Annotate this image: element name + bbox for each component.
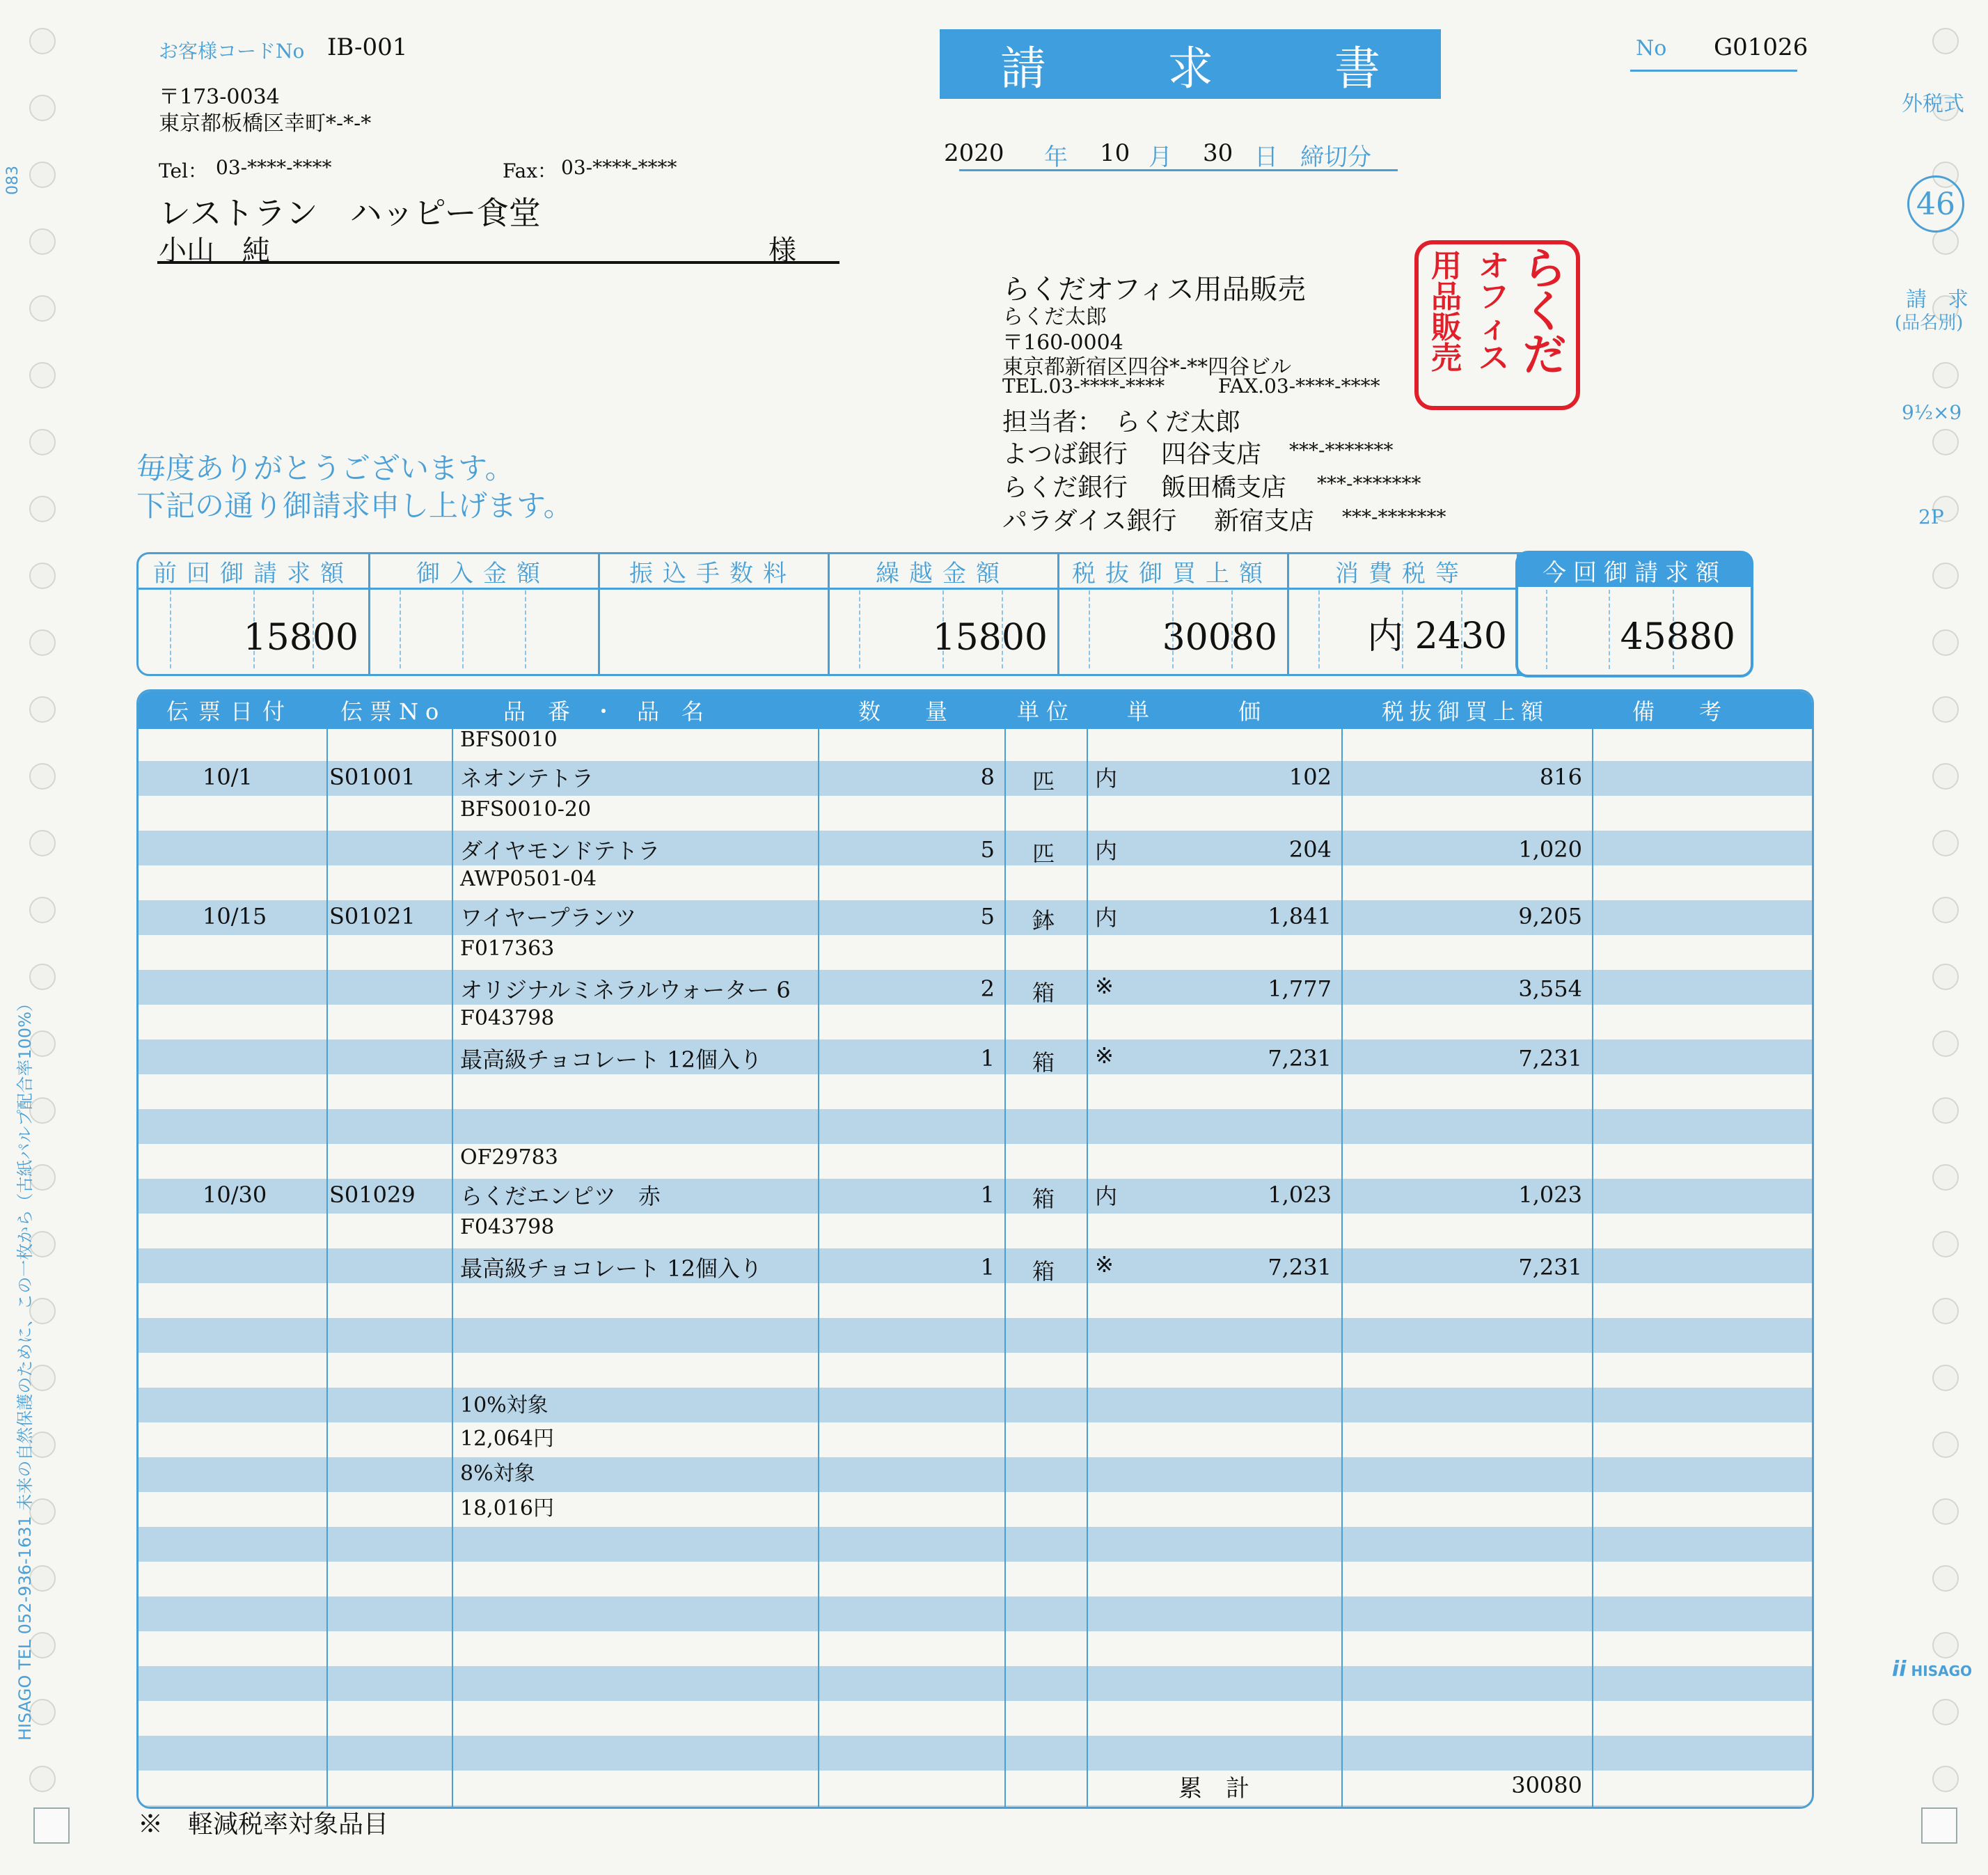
- row-item-code: F043798: [460, 1215, 555, 1239]
- row-unit-price: 7,231: [1268, 1254, 1332, 1280]
- bank-account: ***-*******: [1289, 439, 1394, 462]
- customer-person: 小山 純: [159, 235, 270, 267]
- bank-name: らくだ銀行: [1002, 473, 1128, 502]
- tractor-hole: [29, 629, 56, 656]
- tractor-hole: [1932, 1097, 1959, 1124]
- row-quantity: 1: [980, 1182, 995, 1208]
- summary-value: 15800: [243, 617, 358, 659]
- row-quantity: 5: [980, 903, 995, 929]
- summary-dash: [400, 590, 401, 668]
- row-item-name: ネオンテトラ: [460, 765, 594, 792]
- summary-value: 30080: [1162, 617, 1277, 659]
- table-column-line: [1004, 729, 1006, 1807]
- summary-value: 15800: [932, 617, 1048, 659]
- tractor-hole: [1932, 1030, 1959, 1057]
- current-invoice-total-label: 今回御請求額: [1543, 558, 1726, 587]
- table-stripe: [139, 1457, 1812, 1492]
- summary-dash: [1089, 590, 1090, 668]
- issuer-fax: FAX.03-****-****: [1218, 375, 1380, 398]
- form-size-label: 9½×9: [1902, 401, 1962, 424]
- tractor-hole: [29, 1766, 56, 1792]
- tractor-hole: [29, 228, 56, 255]
- table-header-cell: 数 量: [858, 698, 948, 725]
- bank-branch: 四谷支店: [1161, 440, 1262, 469]
- right-tractor-holes: [1932, 0, 1960, 1875]
- row-date: 10/1: [203, 764, 253, 790]
- table-header-cell: 備 考: [1632, 698, 1722, 725]
- table-stripe: [139, 1666, 1812, 1701]
- summary-header: 前回御請求額: [139, 554, 368, 590]
- stamp-char: ス: [1478, 340, 1509, 376]
- current-invoice-total: 45880: [1620, 616, 1735, 658]
- tractor-hole: [1932, 897, 1959, 923]
- summary-cell: [139, 554, 370, 674]
- tractor-hole: [29, 763, 56, 790]
- row-unit: 匹: [1032, 768, 1055, 794]
- brand-icon: ii: [1892, 1657, 1907, 1681]
- row-item-code: F043798: [460, 1006, 555, 1030]
- stamp-char: 品: [1431, 279, 1462, 315]
- tractor-hole: [1932, 28, 1959, 54]
- stamp-char: 用: [1431, 249, 1462, 284]
- tractor-hole: [1932, 362, 1959, 389]
- tractor-hole: [1932, 1498, 1959, 1525]
- row-item-code: BFS0010-20: [460, 797, 592, 822]
- stamp-col-2: [1473, 251, 1515, 374]
- summary-cell: [1287, 554, 1519, 674]
- row-tax-mark: ※: [1095, 1042, 1114, 1069]
- bank-branch: 新宿支店: [1214, 507, 1315, 535]
- row-amount: 816: [1539, 764, 1582, 790]
- row-quantity: 1: [980, 1045, 995, 1072]
- summary-dash: [859, 590, 860, 668]
- table-stripe: [139, 1736, 1812, 1771]
- tractor-hole: [1932, 696, 1959, 723]
- tractor-hole: [29, 830, 56, 856]
- current-invoice-total-header: [1518, 554, 1751, 587]
- row-amount: 3,554: [1518, 975, 1582, 1002]
- tractor-hole: [1932, 1565, 1959, 1592]
- row-item-name: 最高級チョコレート 12個入り: [460, 1046, 762, 1073]
- closing-year: 2020: [944, 139, 1004, 167]
- closing-underline: [959, 169, 1398, 171]
- row-item-code: AWP0501-04: [460, 867, 597, 891]
- title-char-2: 求: [1167, 41, 1213, 95]
- tractor-hole: [29, 95, 56, 121]
- invoice-no-underline: [1630, 70, 1797, 72]
- summary-dash: [1318, 590, 1320, 668]
- tractor-hole: [29, 295, 56, 322]
- row-date: 10/30: [203, 1182, 267, 1208]
- customer-tel-label: Tel：: [159, 159, 208, 182]
- closing-year-label: 年: [1044, 143, 1068, 171]
- stamp-char: オ: [1478, 249, 1509, 284]
- title-char-1: 請: [1000, 41, 1046, 95]
- table-stripe: [139, 1388, 1812, 1422]
- table-header-cell: 品 番 ・ 品 名: [503, 698, 704, 725]
- summary-cell: [368, 554, 600, 674]
- left-corner-box: [33, 1807, 70, 1844]
- tractor-hole: [29, 496, 56, 522]
- table-stripe: [139, 1597, 1812, 1631]
- customer-postal: 〒173-0034: [159, 85, 280, 109]
- brand-text: HISAGO: [1911, 1663, 1973, 1679]
- row-quantity: 5: [980, 836, 995, 863]
- row-quantity: 2: [980, 975, 995, 1002]
- row-item-name: オリジナルミネラルウォーター 6: [460, 977, 791, 1003]
- title-char-3: 書: [1334, 41, 1380, 95]
- right-corner-box: [1921, 1807, 1957, 1844]
- form-subtype-label: (品名別): [1895, 313, 1964, 334]
- customer-fax: 03-****-****: [561, 156, 677, 179]
- row-unit-price: 1,841: [1268, 903, 1332, 929]
- stamp-char: 売: [1431, 340, 1462, 376]
- table-stripe: [139, 1527, 1812, 1562]
- summary-dash: [1609, 590, 1610, 669]
- tractor-hole: [1932, 1365, 1959, 1391]
- summary-box: [136, 552, 1751, 676]
- row-unit-price: 102: [1288, 764, 1332, 790]
- table-column-line: [818, 729, 819, 1807]
- issuer-address: 東京都新宿区四谷*-**四谷ビル: [1002, 355, 1292, 379]
- table-stripe: [139, 1318, 1812, 1353]
- tractor-hole: [1932, 1766, 1959, 1792]
- tax-type-label: 外税式: [1902, 92, 1964, 116]
- tractor-hole: [1932, 1699, 1959, 1725]
- tractor-hole: [1932, 763, 1959, 790]
- row-unit: 箱: [1032, 980, 1055, 1006]
- issuer-contact: 担当者： らくだ太郎: [1002, 408, 1241, 437]
- summary-dash: [525, 590, 526, 668]
- bank-name: パラダイス銀行: [1002, 507, 1177, 535]
- row-tax-mark: ※: [1095, 973, 1114, 999]
- table-stripe: [139, 1109, 1812, 1144]
- stamp-char: ィ: [1478, 310, 1509, 345]
- summary-dash: [462, 590, 464, 668]
- footnote: ※ 軽減税率対象品目: [138, 1810, 389, 1839]
- row-unit-price: 1,777: [1268, 975, 1332, 1002]
- summary-dash: [170, 590, 171, 668]
- stamp-char: だ: [1522, 329, 1566, 380]
- tractor-hole: [29, 162, 56, 188]
- bank-account: ***-*******: [1317, 472, 1421, 495]
- summary-cell: [1057, 554, 1289, 674]
- page-count-label: 2P: [1918, 505, 1944, 528]
- row-tax-mark: 内: [1095, 904, 1118, 931]
- closing-suffix: 締切分: [1300, 143, 1371, 171]
- stamp-char: フ: [1478, 279, 1509, 315]
- summary-dash: [1546, 590, 1547, 669]
- row-unit: 匹: [1032, 840, 1055, 867]
- row-unit-price: 7,231: [1268, 1045, 1332, 1072]
- table-header-cell: 税抜御買上額: [1382, 698, 1549, 725]
- company-seal-stamp: [1414, 240, 1580, 410]
- stamp-char: く: [1522, 286, 1566, 337]
- tractor-hole: [29, 28, 56, 54]
- closing-day: 30: [1203, 139, 1233, 167]
- row-item-name: 最高級チョコレート 12個入り: [460, 1255, 762, 1282]
- customer-fax-label: Fax：: [503, 159, 558, 182]
- table-column-line: [326, 729, 328, 1807]
- row-item-code: 18,016円: [460, 1496, 554, 1521]
- summary-header: 振込手数料: [598, 554, 828, 590]
- row-unit: 箱: [1032, 1049, 1055, 1076]
- row-item-code: OF29783: [460, 1145, 558, 1170]
- row-item-code: 12,064円: [460, 1427, 554, 1451]
- row-date: 10/15: [203, 903, 267, 929]
- row-slip-no: S01029: [329, 1182, 416, 1208]
- row-item-name: ダイヤモンドテトラ: [460, 838, 661, 864]
- customer-company: レストラン ハッピー食堂: [159, 194, 541, 232]
- table-header-cell: 単 価: [1127, 698, 1261, 725]
- row-item-code: 10%対象: [460, 1393, 549, 1418]
- tractor-hole: [1932, 1431, 1959, 1458]
- brand-logo: [1892, 1657, 1972, 1681]
- current-invoice-total-box: [1515, 551, 1753, 677]
- stamp-col-3: [1520, 243, 1569, 380]
- stamp-col-1: [1426, 251, 1467, 374]
- tractor-hole: [29, 897, 56, 923]
- row-unit: 箱: [1032, 1258, 1055, 1285]
- row-tax-mark: ※: [1095, 1251, 1114, 1278]
- row-amount: 7,231: [1518, 1045, 1582, 1072]
- items-table-header: [139, 691, 1812, 729]
- table-column-line: [1592, 729, 1593, 1807]
- tractor-hole: [1932, 1164, 1959, 1191]
- row-item-code: BFS0010: [460, 728, 558, 752]
- table-stripe: [139, 1805, 1812, 1809]
- tractor-hole: [29, 563, 56, 589]
- row-tax-mark: 内: [1095, 1183, 1118, 1209]
- row-slip-no: S01001: [329, 764, 416, 790]
- stamp-char: ら: [1522, 243, 1566, 294]
- closing-month-label: 月: [1149, 143, 1172, 171]
- greeting-line-2: 下記の通り御請求申し上げます。: [136, 489, 573, 523]
- table-column-line: [452, 729, 453, 1807]
- row-quantity: 8: [980, 764, 995, 790]
- row-slip-no: S01021: [329, 903, 416, 929]
- table-header-cell: 単位: [1017, 698, 1076, 725]
- customer-honorific: 様: [768, 235, 796, 267]
- summary-cell: [598, 554, 830, 674]
- row-tax-mark: 内: [1095, 838, 1118, 864]
- tractor-hole: [1932, 964, 1959, 990]
- issuer-tel: TEL.03-****-****: [1002, 375, 1165, 398]
- total-label: 累 計: [1178, 1775, 1249, 1803]
- tractor-hole: [1932, 1298, 1959, 1324]
- greeting-line-1: 毎度ありがとうございます。: [136, 451, 514, 485]
- row-unit: 鉢: [1032, 907, 1055, 934]
- row-amount: 1,020: [1518, 836, 1582, 863]
- summary-header: 消費税等: [1287, 554, 1517, 590]
- bank-name: よつば銀行: [1002, 440, 1128, 469]
- items-table: [136, 689, 1814, 1809]
- table-header-cell: 伝票No: [340, 698, 446, 725]
- row-item-name: らくだエンピツ 赤: [460, 1183, 661, 1209]
- form-number-badge: [1907, 175, 1964, 233]
- summary-header: 繰越金額: [828, 554, 1057, 590]
- row-item-name: ワイヤープランツ: [460, 904, 637, 931]
- invoice-no: G01026: [1714, 33, 1808, 61]
- customer-address: 東京都板橋区幸町*-*-*: [159, 111, 372, 136]
- stamp-char: 販: [1431, 310, 1462, 345]
- bank-branch: 飯田橋支店: [1161, 473, 1287, 502]
- closing-month: 10: [1100, 139, 1130, 167]
- row-unit-price: 1,023: [1268, 1182, 1332, 1208]
- left-form-code: 083: [4, 166, 22, 195]
- tractor-hole: [1932, 429, 1959, 455]
- row-tax-mark: 内: [1095, 765, 1118, 792]
- row-item-code: 8%対象: [460, 1461, 535, 1486]
- customer-code-label: お客様コードNo: [159, 40, 305, 63]
- closing-day-label: 日: [1254, 143, 1278, 171]
- tractor-hole: [29, 362, 56, 389]
- table-header-cell: 伝票日付: [166, 698, 295, 725]
- row-amount: 9,205: [1518, 903, 1582, 929]
- issuer-company: らくだオフィス用品販売: [1002, 274, 1306, 306]
- form-type-label: 請 求: [1906, 288, 1969, 312]
- row-unit-price: 204: [1288, 836, 1332, 863]
- row-unit: 箱: [1032, 1186, 1055, 1212]
- tractor-hole: [1932, 563, 1959, 589]
- summary-header: 税抜御買上額: [1057, 554, 1287, 590]
- tractor-hole: [1932, 830, 1959, 856]
- tractor-hole: [1932, 1231, 1959, 1257]
- row-item-code: F017363: [460, 936, 555, 961]
- customer-code: IB-001: [327, 33, 408, 61]
- table-column-line: [1087, 729, 1088, 1807]
- total-value: 30080: [1511, 1772, 1582, 1798]
- document-title: [940, 29, 1441, 99]
- invoice-no-label: No: [1636, 36, 1667, 61]
- left-margin-text: HISAGO TEL 052-936-1631 未来の自然保護のために、この一枚から（古紙パルプ配合率100%）: [15, 995, 35, 1741]
- tractor-hole: [29, 964, 56, 990]
- tractor-hole: [29, 696, 56, 723]
- tractor-hole: [29, 429, 56, 455]
- summary-value: 内 2430: [1367, 615, 1507, 657]
- table-column-line: [1341, 729, 1343, 1807]
- summary-cell: [828, 554, 1059, 674]
- tractor-hole: [1932, 629, 1959, 656]
- issuer-postal: 〒160-0004: [1002, 331, 1123, 355]
- tractor-hole: [1932, 1632, 1959, 1658]
- issuer-name: らくだ太郎: [1002, 305, 1107, 329]
- row-quantity: 1: [980, 1254, 995, 1280]
- customer-name-underline: [157, 261, 839, 264]
- form-number: 46: [1916, 186, 1955, 222]
- row-amount: 1,023: [1518, 1182, 1582, 1208]
- bank-account: ***-*******: [1342, 505, 1446, 528]
- customer-tel: 03-****-****: [216, 156, 332, 179]
- summary-header: 御入金額: [368, 554, 598, 590]
- row-amount: 7,231: [1518, 1254, 1582, 1280]
